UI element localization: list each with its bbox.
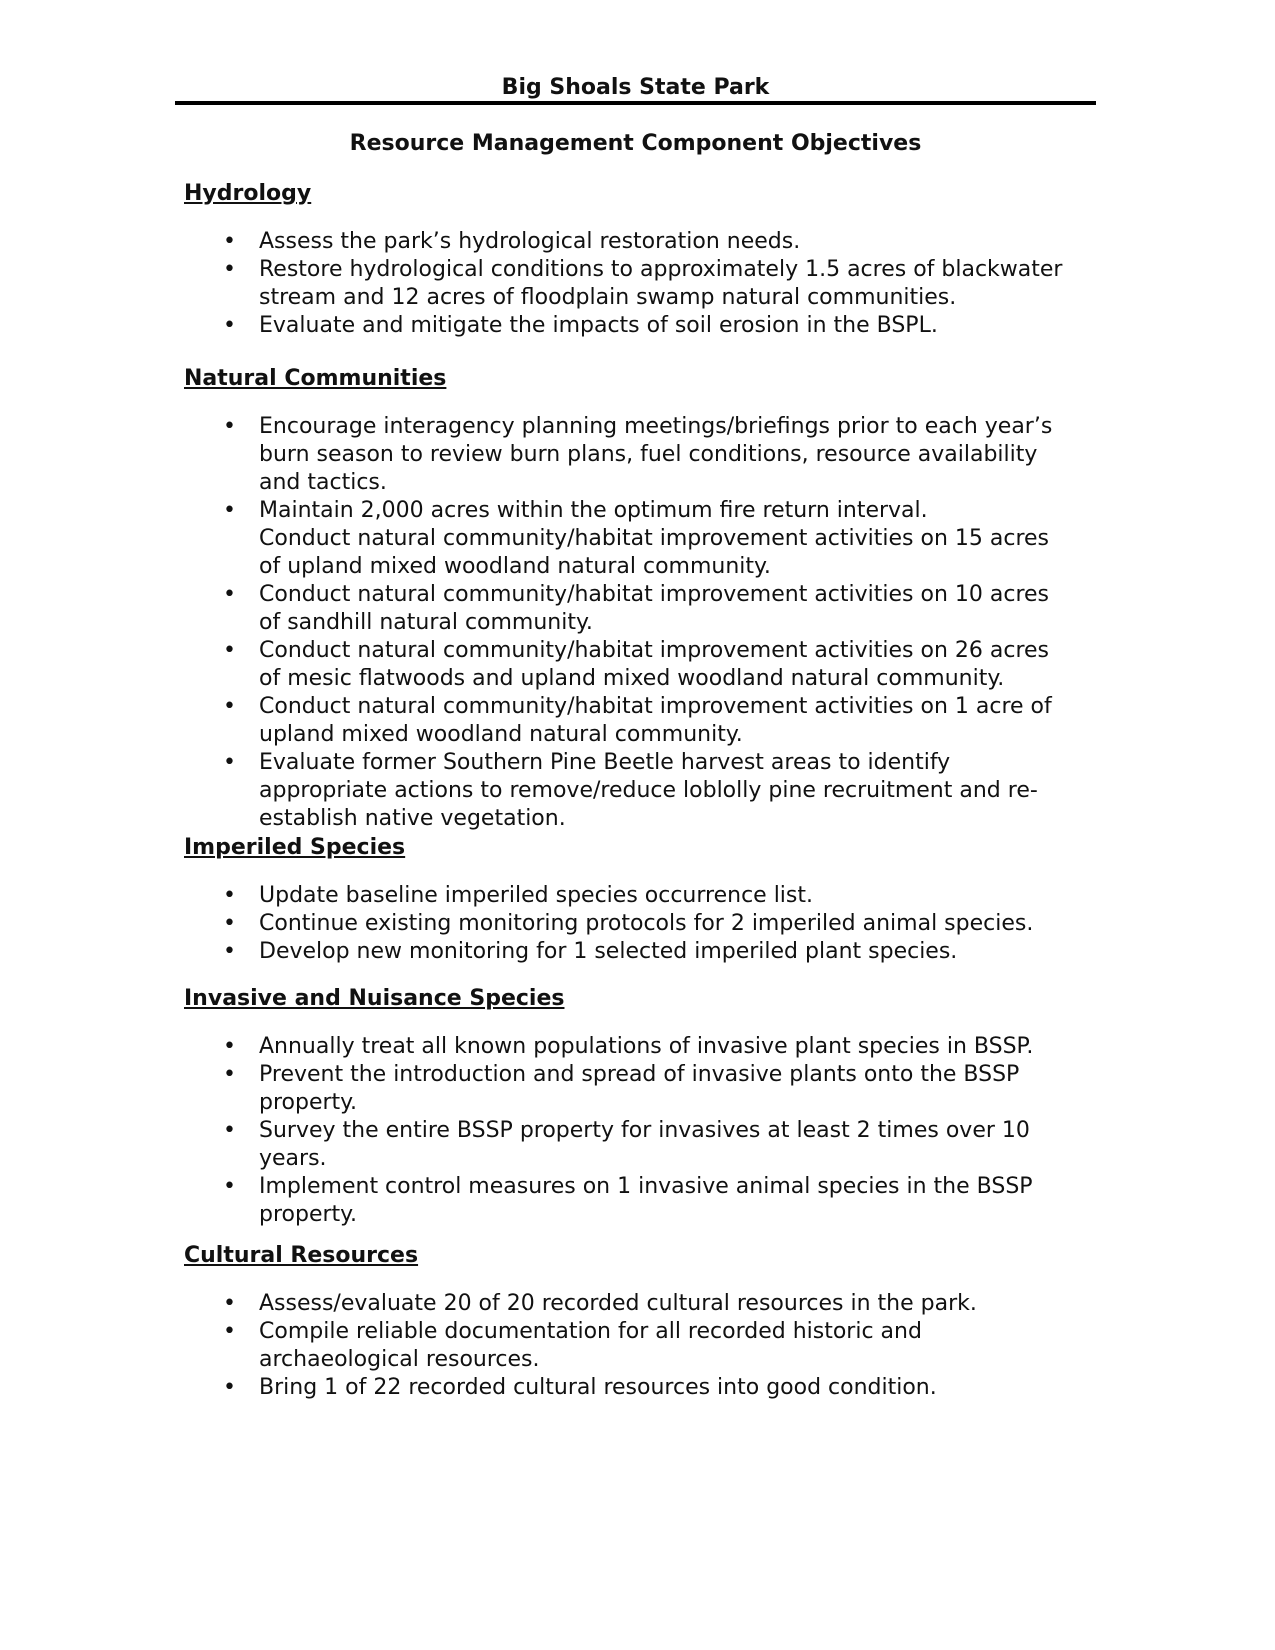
bullet-list — [184, 1290, 1104, 1402]
bullet-icon: • — [223, 414, 236, 439]
bullet-icon: • — [223, 257, 236, 282]
bullet-list — [184, 413, 1104, 833]
bullet-icon: • — [223, 313, 236, 338]
bullet-icon: • — [223, 498, 236, 523]
list-item — [184, 1173, 1104, 1229]
list-item — [184, 1117, 1104, 1173]
list-item-text-line: Evaluate former Southern Pine Beetle harvest areas to identify — [259, 750, 951, 775]
list-item-text-line: Bring 1 of 22 recorded cultural resources into good condition. — [259, 1375, 937, 1400]
bullet-list — [184, 882, 1104, 966]
list-item-text-line: Update baseline imperiled species occurrence list. — [259, 883, 813, 908]
page-header-title: Big Shoals State Park — [501, 75, 770, 100]
list-item-text-line: Assess/evaluate 20 of 20 recorded cultural resources in the park. — [259, 1291, 977, 1316]
list-item — [184, 256, 1104, 312]
list-item-text-line: years. — [259, 1146, 327, 1171]
list-item-text-line: Annually treat all known populations of invasive plant species in BSSP. — [259, 1034, 1034, 1059]
list-item-text-line: Prevent the introduction and spread of invasive plants onto the BSSP — [259, 1062, 1020, 1087]
list-item-text-line: stream and 12 acres of floodplain swamp natural communities. — [259, 285, 957, 310]
list-item — [184, 1318, 1104, 1374]
bullet-icon: • — [223, 1319, 236, 1344]
bullet-icon: • — [223, 229, 236, 254]
section-heading: Hydrology — [184, 181, 312, 206]
section-hydrology — [184, 180, 1104, 340]
list-item-text-line: archaeological resources. — [259, 1347, 540, 1372]
list-item-text-line: Conduct natural community/habitat improvement activities on 26 acres — [259, 638, 1050, 663]
list-item-text-line: Restore hydrological conditions to approximately 1.5 acres of blackwater — [259, 257, 1063, 282]
list-item — [184, 882, 1104, 910]
section-heading: Invasive and Nuisance Species — [184, 986, 565, 1011]
section-cultural-resources — [184, 1242, 1104, 1402]
list-item — [184, 1033, 1104, 1061]
list-item-text-line: Develop new monitoring for 1 selected imperiled plant species. — [259, 939, 958, 964]
section-natural-communities — [184, 365, 1104, 833]
section-invasive-and-nuisance-species — [184, 985, 1104, 1229]
bullet-icon: • — [223, 582, 236, 607]
list-item-text-line: Compile reliable documentation for all recorded historic and — [259, 1319, 922, 1344]
list-item-text-line: Evaluate and mitigate the impacts of soil erosion in the BSPL. — [259, 313, 938, 338]
list-item — [184, 637, 1104, 693]
bullet-icon: • — [223, 1375, 236, 1400]
bullet-icon: • — [223, 750, 236, 775]
list-item-text-line: Survey the entire BSSP property for invasives at least 2 times over 10 — [259, 1118, 1030, 1143]
list-item-text-line: appropriate actions to remove/reduce loblolly pine recruitment and re- — [259, 778, 1038, 803]
bullet-icon: • — [223, 883, 236, 908]
list-item-text-line: of upland mixed woodland natural community. — [259, 554, 771, 579]
list-item-text-line: Conduct natural community/habitat improvement activities on 15 acres — [259, 526, 1050, 551]
section-heading: Cultural Resources — [184, 1243, 419, 1268]
list-item-text-line: establish native vegetation. — [259, 806, 566, 831]
bullet-icon: • — [223, 939, 236, 964]
bullet-icon: • — [223, 1174, 236, 1199]
list-item — [184, 1374, 1104, 1402]
bullet-list — [184, 228, 1104, 340]
list-item-text-line: of sandhill natural community. — [259, 610, 593, 635]
list-item-text-line: Encourage interagency planning meetings/briefings prior to each year’s — [259, 414, 1053, 439]
bullet-list — [184, 1033, 1104, 1229]
section-imperiled-species — [184, 834, 1104, 966]
list-item-text-line: property. — [259, 1090, 358, 1115]
list-item-text-line: Assess the park’s hydrological restoration needs. — [259, 229, 801, 254]
bullet-icon: • — [223, 638, 236, 663]
list-item-text-line: upland mixed woodland natural community. — [259, 722, 743, 747]
bullet-icon: • — [223, 694, 236, 719]
list-item — [184, 228, 1104, 256]
list-item-text-line: Continue existing monitoring protocols for 2 imperiled animal species. — [259, 911, 1034, 936]
list-item — [184, 749, 1104, 833]
list-item-text-line: Conduct natural community/habitat improvement activities on 1 acre of — [259, 694, 1052, 719]
list-item-text-line: Implement control measures on 1 invasive animal species in the BSSP — [259, 1174, 1033, 1199]
list-item — [184, 1290, 1104, 1318]
bullet-icon: • — [223, 911, 236, 936]
list-item — [184, 910, 1104, 938]
list-item — [184, 938, 1104, 966]
list-item — [184, 693, 1104, 749]
bullet-icon: • — [223, 1062, 236, 1087]
list-item — [184, 312, 1104, 340]
list-item-text-line: Maintain 2,000 acres within the optimum fire return interval. — [259, 498, 928, 523]
bullet-icon: • — [223, 1034, 236, 1059]
header-rule — [175, 101, 1096, 105]
list-item-text-line: property. — [259, 1202, 358, 1227]
list-item — [184, 497, 1104, 581]
document-subtitle: Resource Management Component Objectives — [349, 131, 922, 156]
list-item — [184, 1061, 1104, 1117]
list-item-text-line: burn season to review burn plans, fuel conditions, resource availability — [259, 442, 1038, 467]
bullet-icon: • — [223, 1291, 236, 1316]
bullet-icon: • — [223, 1118, 236, 1143]
list-item-text-line: of mesic flatwoods and upland mixed woodland natural community. — [259, 666, 1005, 691]
list-item — [184, 581, 1104, 637]
section-heading: Natural Communities — [184, 366, 447, 391]
list-item-text-line: Conduct natural community/habitat improvement activities on 10 acres — [259, 582, 1050, 607]
list-item — [184, 413, 1104, 497]
section-heading: Imperiled Species — [184, 835, 406, 860]
list-item-text-line: and tactics. — [259, 470, 387, 495]
